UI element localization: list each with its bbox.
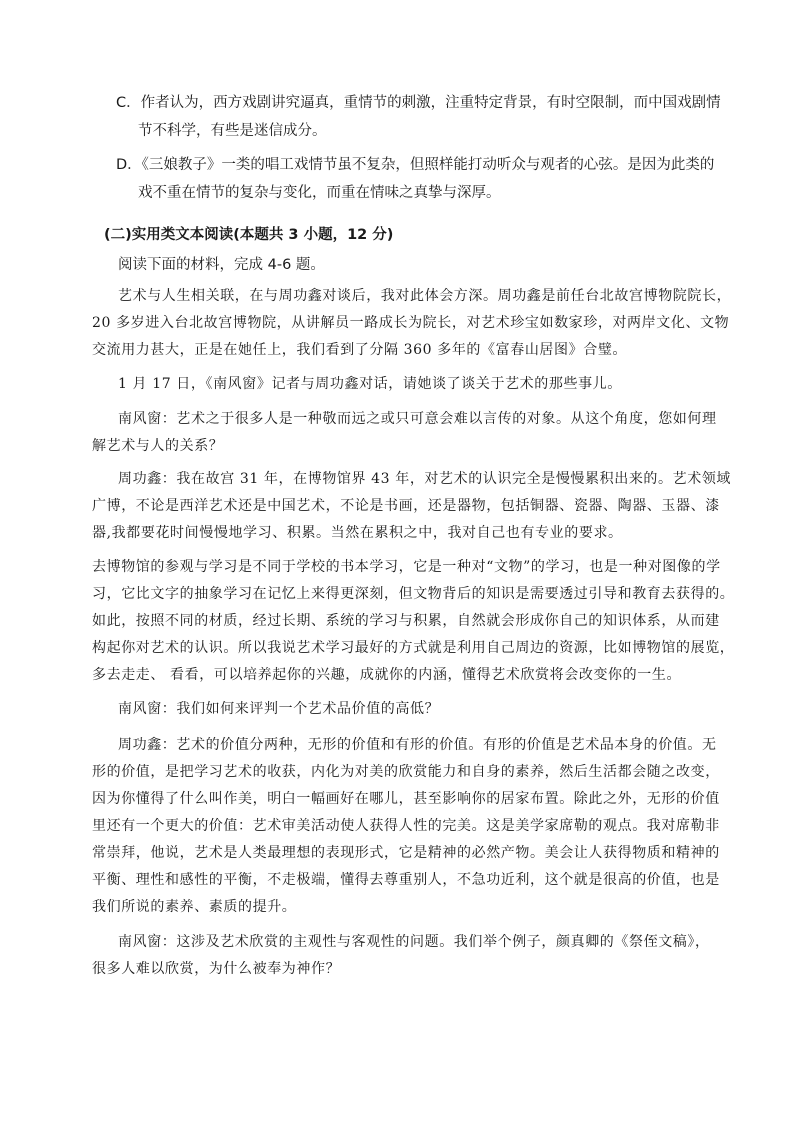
passage-p7-line-3: 因为你懂得了什么叫作美，明白一幅画好在哪儿，甚至影响你的居家布置。除此之外，无形的价值 (92, 791, 720, 807)
passage-p7-line-1: 周功鑫：艺术的价值分两种，无形的价值和有形的价值。有形的价值是艺术品本身的价值。无 (118, 737, 717, 753)
passage-p1-line-2: 20 多岁进入台北故宫博物院，从讲解员一路成长为院长，对艺术珍宝如数家珍，对两岸文化、文物 (92, 315, 730, 331)
passage-p3-line-2: 解艺术与人的关系？ (92, 438, 224, 454)
passage-p5-line-3: 如此，按照不同的材质，经过长期、系统的学习与积累，自然就会形成你自己的知识体系，从而建 (92, 613, 720, 629)
passage-p4-line-3: 器,我都要花时间慢慢地学习、积累。当然在累积之中，我对自己也有专业的要求。 (92, 525, 623, 541)
passage-p5-line-4: 构起你对艺术的认识。所以我说艺术学习最好的方式就是利用自己周边的资源，比如博物馆的展览， (92, 640, 735, 656)
passage-p5-line-1: 去博物馆的参观与学习是不同于学校的书本学习，它是一种对“文物”的学习，也是一种对图像的学 (92, 559, 721, 575)
passage-p4-line-1: 周功鑫：我在故宫 31 年，在博物馆界 43 年，对艺术的认识完全是慢慢累积出来的。艺术领域 (118, 471, 732, 487)
option-c-line-1: C．作者认为，西方戏剧讲究逼真，重情节的刺激，注重特定背景，有时空限制，而中国戏剧情 (116, 95, 721, 111)
passage-p7-line-7: 我们所说的素养、素质的提升。 (92, 899, 297, 915)
passage-p1-line-3: 交流用力甚大，正是在她任上，我们看到了分隔 360 多年的《富春山居图》合璧。 (92, 342, 628, 358)
passage-p7-line-5: 常崇拜，他说，艺术是人类最理想的表现形式，它是精神的必然产物。美会让人获得物质和精神的 (92, 845, 720, 861)
passage-p8-line-2: 很多人难以欣赏，为什么被奉为神作？ (92, 961, 341, 977)
section-heading: (二)实用类文本阅读(本题共 3 小题，12 分) (104, 227, 394, 243)
section-instruction: 阅读下面的材料，完成 4-6 题。 (118, 257, 325, 273)
passage-p6-line-1: 南风窗：我们如何来评判一个艺术品价值的高低？ (118, 701, 440, 717)
passage-p5-line-5: 多去走走、 看看，可以培养起你的兴趣，成就你的内涵，懂得艺术欣赏将会改变你的一生。 (92, 667, 682, 683)
passage-p7-line-2: 形的价值，是把学习艺术的收获，内化为对美的欣赏能力和自身的素养，然后生活都会随之改变， (92, 764, 720, 780)
passage-p5-line-2: 习，它比文字的抽象学习在记忆上来得更深刻，但文物背后的知识是需要透过引导和教育去获得的。 (92, 586, 735, 602)
passage-p3-line-1: 南风窗：艺术之于很多人是一种敬而远之或只可意会难以言传的对象。从这个角度，您如何理 (118, 411, 717, 427)
passage-p7-line-6: 平衡、理性和感性的平衡，不走极端，懂得去尊重别人，不急功近利，这个就是很高的价值，也是 (92, 872, 720, 888)
option-d-line-2: 戏不重在情节的复杂与变化，而重在情味之真挚与深厚。 (138, 185, 501, 201)
option-c-line-2: 节不科学，有些是迷信成分。 (138, 123, 327, 139)
passage-p4-line-2: 广博，不论是西洋艺术还是中国艺术，不论是书画，还是器物，包括铜器、瓷器、陶器、玉器、漆 (92, 498, 720, 514)
passage-p2-line-1: 1 月 17 日，《南风窗》记者与周功鑫对话，请她谈了谈关于艺术的那些事儿。 (118, 376, 622, 392)
passage-p7-line-4: 里还有一个更大的价值：艺术审美活动使人获得人性的完美。这是美学家席勒的观点。我对席勒非 (92, 818, 720, 834)
option-d-line-1: D．《三娘教子》一类的唱工戏情节虽不复杂，但照样能打动听众与观者的心弦。是因为此类的 (116, 157, 715, 173)
passage-p8-line-1: 南风窗：这涉及艺术欣赏的主观性与客观性的问题。我们举个例子，颜真卿的《祭侄文稿》， (118, 934, 710, 950)
passage-p1-line-1: 艺术与人生相关联，在与周功鑫对谈后，我对此体会方深。周功鑫是前任台北故宫博物院院长， (118, 288, 732, 304)
